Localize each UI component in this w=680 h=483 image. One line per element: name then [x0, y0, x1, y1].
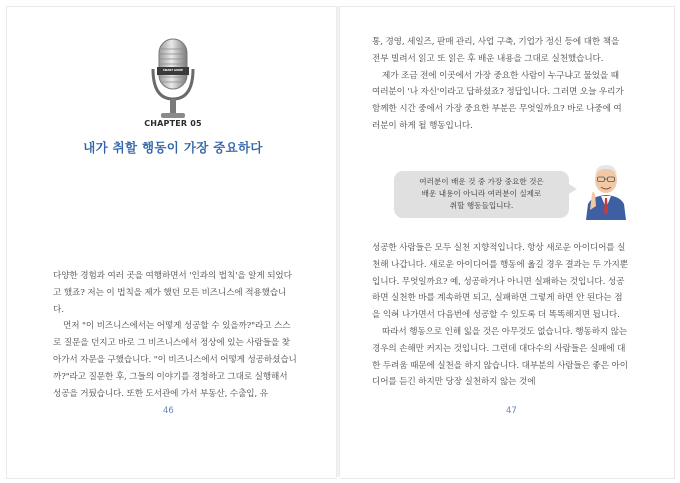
left-body-text — [53, 268, 297, 402]
paragraph: 통, 경영, 세일즈, 판매 관리, 사업 구축, 기업가 정신 등에 대한 책을 전부 빌려서 읽고 또 읽은 후 배운 내용을 그대로 실천했습니다. — [372, 37, 620, 64]
right-body-text-bottom — [372, 240, 628, 391]
chapter-title: 내가 취할 행동이 가장 중요하다 — [83, 140, 263, 155]
speaker-portrait — [584, 160, 628, 220]
paragraph: 제가 조금 전에 이곳에서 가장 중요한 사람이 누구냐고 물었을 때 여러분이 '나 자신'이라고 답하셨죠? 정답입니다. 그러면 오늘 우리가 함께한 시간 중에서 가장 중요한 부분은 무엇일까요? 바로 나중에 여러분이 하게 될 행동입니다. — [372, 70, 624, 131]
bubble-line: 배운 내용이 아니라 여러분이 실제로 — [421, 189, 542, 198]
bubble-line: 여러분이 배운 것 중 가장 중요한 것은 — [419, 177, 544, 186]
paragraph: 다양한 경험과 여러 곳을 여행하면서 '인과의 법칙'을 알게 되었다고 했죠? 저는 이 법칙을 제가 했던 모든 비즈니스에 적용했습니다. — [53, 271, 292, 315]
paragraph: 따라서 행동으로 인해 잃을 것은 아무것도 없습니다. 행동하지 않는 경우의 손해만 커지는 것입니다. 그런데 대다수의 사람들은 실패에 대한 두려움 때문에 실천을 하지 않습니다. 대부분의 사람들은 좋은 아이디어를 듣긴 하지만 당장 실천하지 않는 것에 — [372, 326, 628, 388]
microphone-icon — [147, 37, 199, 129]
right-body-text-top — [372, 34, 628, 135]
mic-badge-text: SMART GUIDE — [162, 69, 184, 72]
chapter-label: CHAPTER 05 — [144, 119, 202, 128]
page-number-right: 47 — [506, 406, 517, 416]
speech-bubble-text — [394, 176, 569, 212]
bubble-line: 취할 행동들입니다. — [449, 201, 514, 210]
paragraph: 먼저 "이 비즈니스에서는 어떻게 성공할 수 있을까?"라고 스스로 질문을 던지고 바로 그 비즈니스에서 정상에 있는 사람들을 찾아가서 자문을 구했습니다. "이 비즈니스에서 어떻게 성공하셨습니까?"라고 질문한 후, 그들의 이야기를 경청하고 그대로 실행해서 성공을 거뒀습니다. 또한 도서관에 가서 부동산, 수출입, 유 — [53, 321, 297, 399]
paragraph: 성공한 사람들은 모두 실천 지향적입니다. 항상 새로운 아이디어를 실천해 나갑니다. 새로운 아이디어를 행동에 옮길 경우 결과는 두 가지뿐입니다. 무엇일까요? 예, 성공하거나 아니면 실패하는 것입니다. 성공하면 실천한 바를 계속하면 되고, 실패하면 그렇게 하면 안 된다는 점을 익혀 나가면서 다음번에 성공할 수 있도록 더 똑똑해지면 됩니다. — [372, 243, 628, 321]
page-number-left: 46 — [163, 406, 174, 416]
